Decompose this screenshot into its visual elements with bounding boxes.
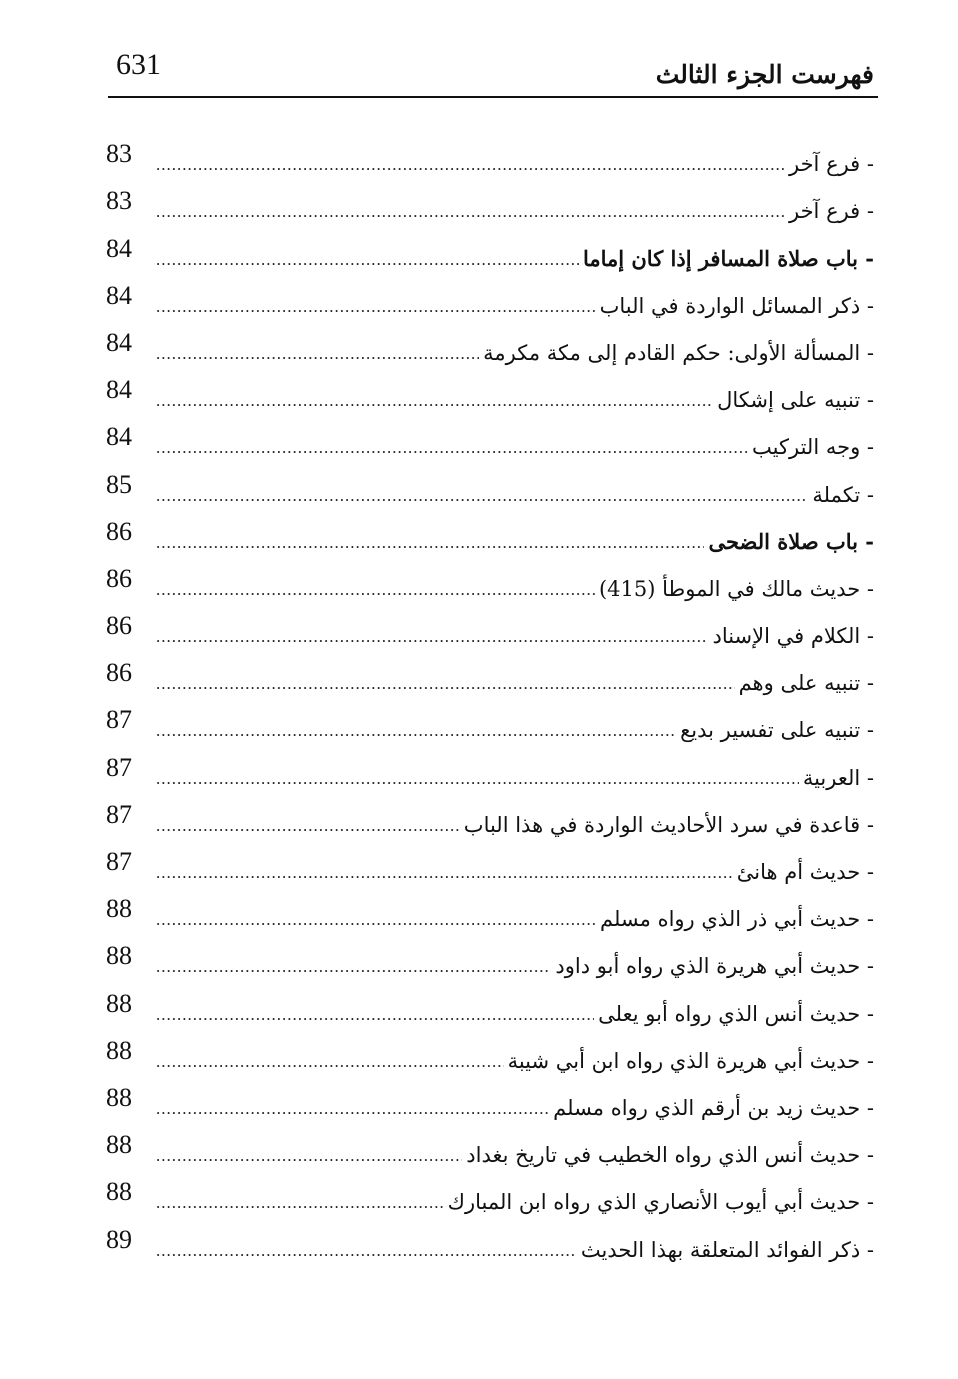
dot-leader [156, 297, 596, 317]
toc-entry [106, 466, 874, 513]
toc-title: - تنبيه على تفسير بديع [680, 718, 874, 743]
header-rule [108, 96, 878, 98]
toc-page-number: 84 [106, 233, 132, 263]
toc-title: - باب صلاة الضحى [708, 528, 874, 554]
toc-page-number: 88 [106, 1177, 132, 1207]
dot-leader [156, 533, 704, 553]
toc-title: - حديث زيد بن أرقم الذي رواه مسلم [553, 1095, 874, 1120]
toc-entry [106, 844, 874, 891]
toc-title: - ذكر المسائل الواردة في الباب [599, 293, 874, 318]
page-number: 631 [116, 48, 161, 81]
toc-title: - حديث أبي أيوب الأنصاري الذي رواه ابن المبارك [447, 1190, 874, 1215]
toc-title: - فرع آخر [788, 199, 874, 224]
toc-entry-chapter [106, 230, 874, 277]
toc-page-number: 84 [106, 375, 132, 405]
toc-entry [106, 325, 874, 372]
table-of-contents [106, 136, 874, 1269]
toc-page-number: 87 [106, 752, 132, 782]
toc-title: - باب صلاة المسافر إذا كان إماما [582, 245, 874, 271]
toc-entry [106, 136, 874, 183]
toc-page-number: 88 [106, 1035, 132, 1065]
toc-page-number: 89 [106, 1224, 132, 1254]
toc-entry [106, 278, 874, 325]
toc-title: - العربية [802, 765, 874, 790]
toc-title: - المسألة الأولى: حكم القادم إلى مكة مكرمة [483, 340, 874, 365]
dot-leader [156, 721, 676, 741]
toc-page-number: 86 [106, 658, 132, 688]
dot-leader [156, 1193, 444, 1213]
toc-page-number: 84 [106, 280, 132, 310]
toc-page-number: 86 [106, 516, 132, 546]
toc-page-number: 88 [106, 894, 132, 924]
toc-title: - وجه التركيب [752, 435, 874, 460]
toc-title: - حديث أبي ذر الذي رواه مسلم [599, 907, 874, 932]
toc-page-number: 83 [106, 186, 132, 216]
toc-entry [106, 1080, 874, 1127]
toc-title: - ذكر الفوائد المتعلقة بهذا الحديث [580, 1237, 874, 1262]
toc-page-number: 86 [106, 563, 132, 593]
dot-leader [156, 486, 808, 506]
dot-leader [156, 1052, 504, 1072]
toc-title: - حديث أنس الذي رواه أبو يعلى [598, 1001, 874, 1026]
toc-title: - حديث أبي هريرة الذي رواه ابن أبي شيبة [507, 1048, 874, 1073]
toc-entry [106, 891, 874, 938]
toc-entry [106, 561, 874, 608]
running-title: فهرست الجزء الثالث [655, 60, 874, 89]
toc-page-number: 83 [106, 139, 132, 169]
toc-page-number: 88 [106, 1082, 132, 1112]
dot-leader [156, 769, 799, 789]
toc-page-number: 84 [106, 422, 132, 452]
toc-page-number: 88 [106, 941, 132, 971]
toc-page-number: 86 [106, 611, 132, 641]
toc-page-number: 88 [106, 988, 132, 1018]
toc-entry [106, 372, 874, 419]
toc-entry [106, 655, 874, 702]
dot-leader [156, 627, 708, 647]
dot-leader [156, 1146, 462, 1166]
toc-entry [106, 1221, 874, 1268]
toc-entry [106, 797, 874, 844]
dot-leader [156, 438, 748, 458]
dot-leader [156, 391, 713, 411]
dot-leader [156, 1241, 577, 1261]
dot-leader [156, 816, 460, 836]
toc-entry [106, 749, 874, 796]
dot-leader [156, 674, 735, 694]
toc-title: - فرع آخر [788, 152, 874, 177]
dot-leader [156, 957, 551, 977]
toc-title: - حديث أم هانئ [736, 860, 874, 884]
toc-entry [106, 938, 874, 985]
dot-leader [156, 910, 596, 930]
toc-title: - تكملة [812, 482, 874, 507]
toc-entry-chapter [106, 514, 874, 561]
toc-entry [106, 985, 874, 1032]
dot-leader [156, 1005, 594, 1025]
toc-entry [106, 608, 874, 655]
toc-entry [106, 1033, 874, 1080]
toc-title: - حديث مالك في الموطأ (415) [598, 576, 874, 601]
toc-page-number: 85 [106, 469, 132, 499]
toc-entry [106, 419, 874, 466]
page-header [112, 44, 874, 96]
toc-entry [106, 1127, 874, 1174]
toc-page-number: 84 [106, 327, 132, 357]
toc-page-number: 87 [106, 799, 132, 829]
toc-page-number: 88 [106, 1130, 132, 1160]
toc-title: - حديث أبي هريرة الذي رواه أبو داود [555, 954, 874, 979]
dot-leader [156, 202, 785, 222]
dot-leader [156, 580, 595, 600]
toc-title: - الكلام في الإسناد [712, 624, 874, 649]
toc-title: - قاعدة في سرد الأحاديث الواردة في هذا الباب [463, 812, 874, 837]
dot-leader [156, 250, 579, 270]
toc-title: - حديث أنس الذي رواه الخطيب في تاريخ بغداد [466, 1143, 874, 1168]
dot-leader [156, 1099, 549, 1119]
toc-title: - تنبيه على إشكال [717, 388, 874, 413]
toc-page-number: 87 [106, 847, 132, 876]
toc-entry [106, 1174, 874, 1221]
toc-title: - تنبيه على وهم [738, 671, 874, 696]
toc-entry [106, 183, 874, 230]
toc-page-number: 87 [106, 705, 132, 735]
dot-leader [156, 863, 733, 883]
dot-leader [156, 344, 479, 364]
toc-entry [106, 702, 874, 749]
dot-leader [156, 155, 785, 175]
